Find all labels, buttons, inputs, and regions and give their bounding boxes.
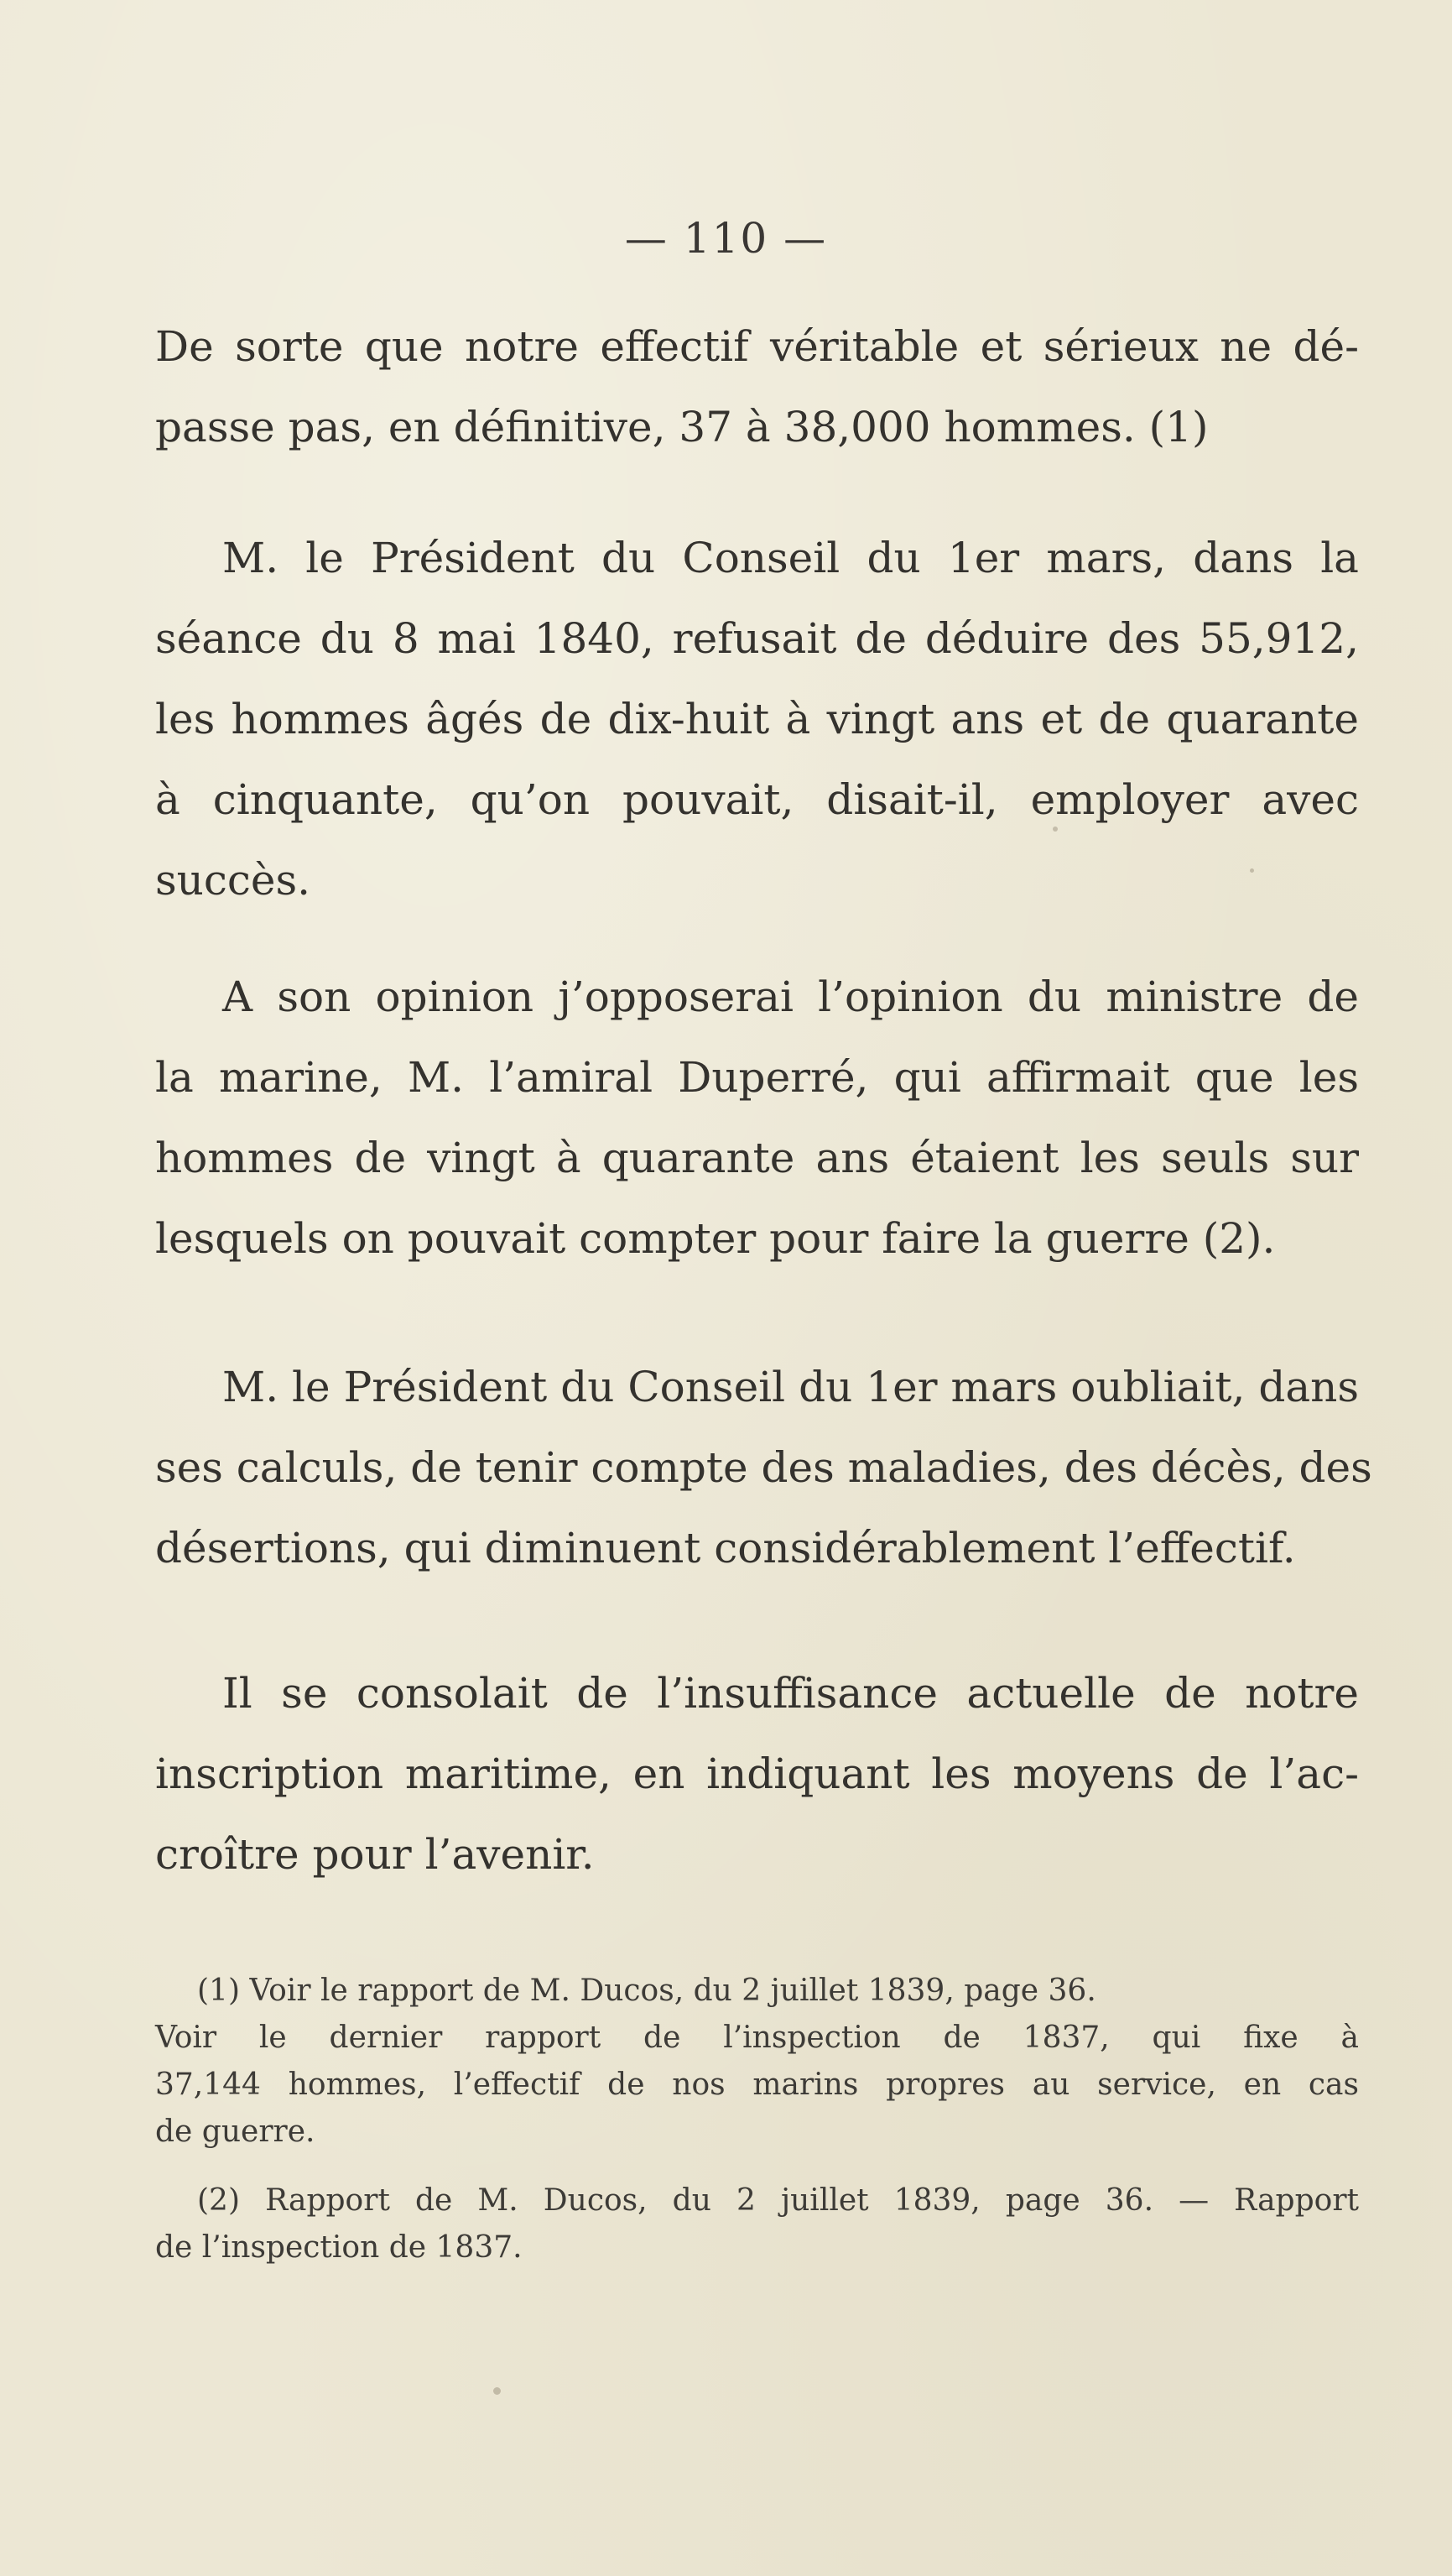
text-line: les hommes âgés de dix-huit à vingt ans et de quarante [155,695,1359,743]
text-line: croître pour l’avenir. [155,1830,595,1879]
text-line: De sorte que notre effectif véritable et sérieux ne dé- [155,322,1359,371]
text-line: séance du 8 mai 1840, refusait de déduire des 55,912, [155,614,1359,663]
footnote-line: de l’inspection de 1837. [155,2230,523,2265]
ink-speck [493,2387,501,2395]
ink-speck [1053,827,1058,832]
text-line: désertions, qui diminuent considérablement l’effectif. [155,1524,1296,1572]
text-line: hommes de vingt à quarante ans étaient les seuls sur [155,1134,1359,1182]
footnote-line: (1) Voir le rapport de M. Ducos, du 2 juillet 1839, page 36. [197,1974,1096,2008]
text-line: M. le Président du Conseil du 1er mars, dans la [222,534,1359,582]
paragraph-3 [155,957,1359,1279]
paragraph-1 [155,306,1359,467]
footnote-line: de guerre. [155,2115,315,2149]
text-line: succès. [155,856,311,905]
footnote-line: (2) Rapport de M. Ducos, du 2 juillet 1839, page 36. — Rapport [197,2183,1359,2218]
text-line: passe pas, en définitive, 37 à 38,000 hommes. (1) [155,403,1209,451]
text-line: Il se consolait de l’insuffisance actuelle de notre [222,1669,1359,1718]
footnote-line: 37,144 hommes, l’effectif de nos marins propres au service, en cas [155,2068,1359,2102]
ink-speck [1250,868,1254,873]
text-line: à cinquante, qu’on pouvait, disait-il, employer avec [155,775,1359,824]
page-number: — 110 — [624,214,828,263]
text-line: M. le Président du Conseil du 1er mars oubliait, dans [222,1363,1359,1411]
paragraph-4 [155,1347,1372,1588]
footnote-2 [155,2177,1359,2271]
footnote-line: Voir le dernier rapport de l’inspection de 1837, qui fixe à [155,2021,1359,2055]
text-line: lesquels on pouvait compter pour faire la guerre (2). [155,1214,1276,1263]
paragraph-2 [155,518,1359,920]
text-line: ses calculs, de tenir compte des maladies, des décès, des [155,1443,1372,1492]
text-line: A son opinion j’opposerai l’opinion du ministre de [222,973,1359,1021]
paragraph-5 [155,1653,1359,1895]
footnote-1 [155,1968,1359,2156]
text-line: la marine, M. l’amiral Duperré, qui affirmait que les [155,1053,1359,1102]
text-line: inscription maritime, en indiquant les moyens de l’ac- [155,1749,1359,1798]
